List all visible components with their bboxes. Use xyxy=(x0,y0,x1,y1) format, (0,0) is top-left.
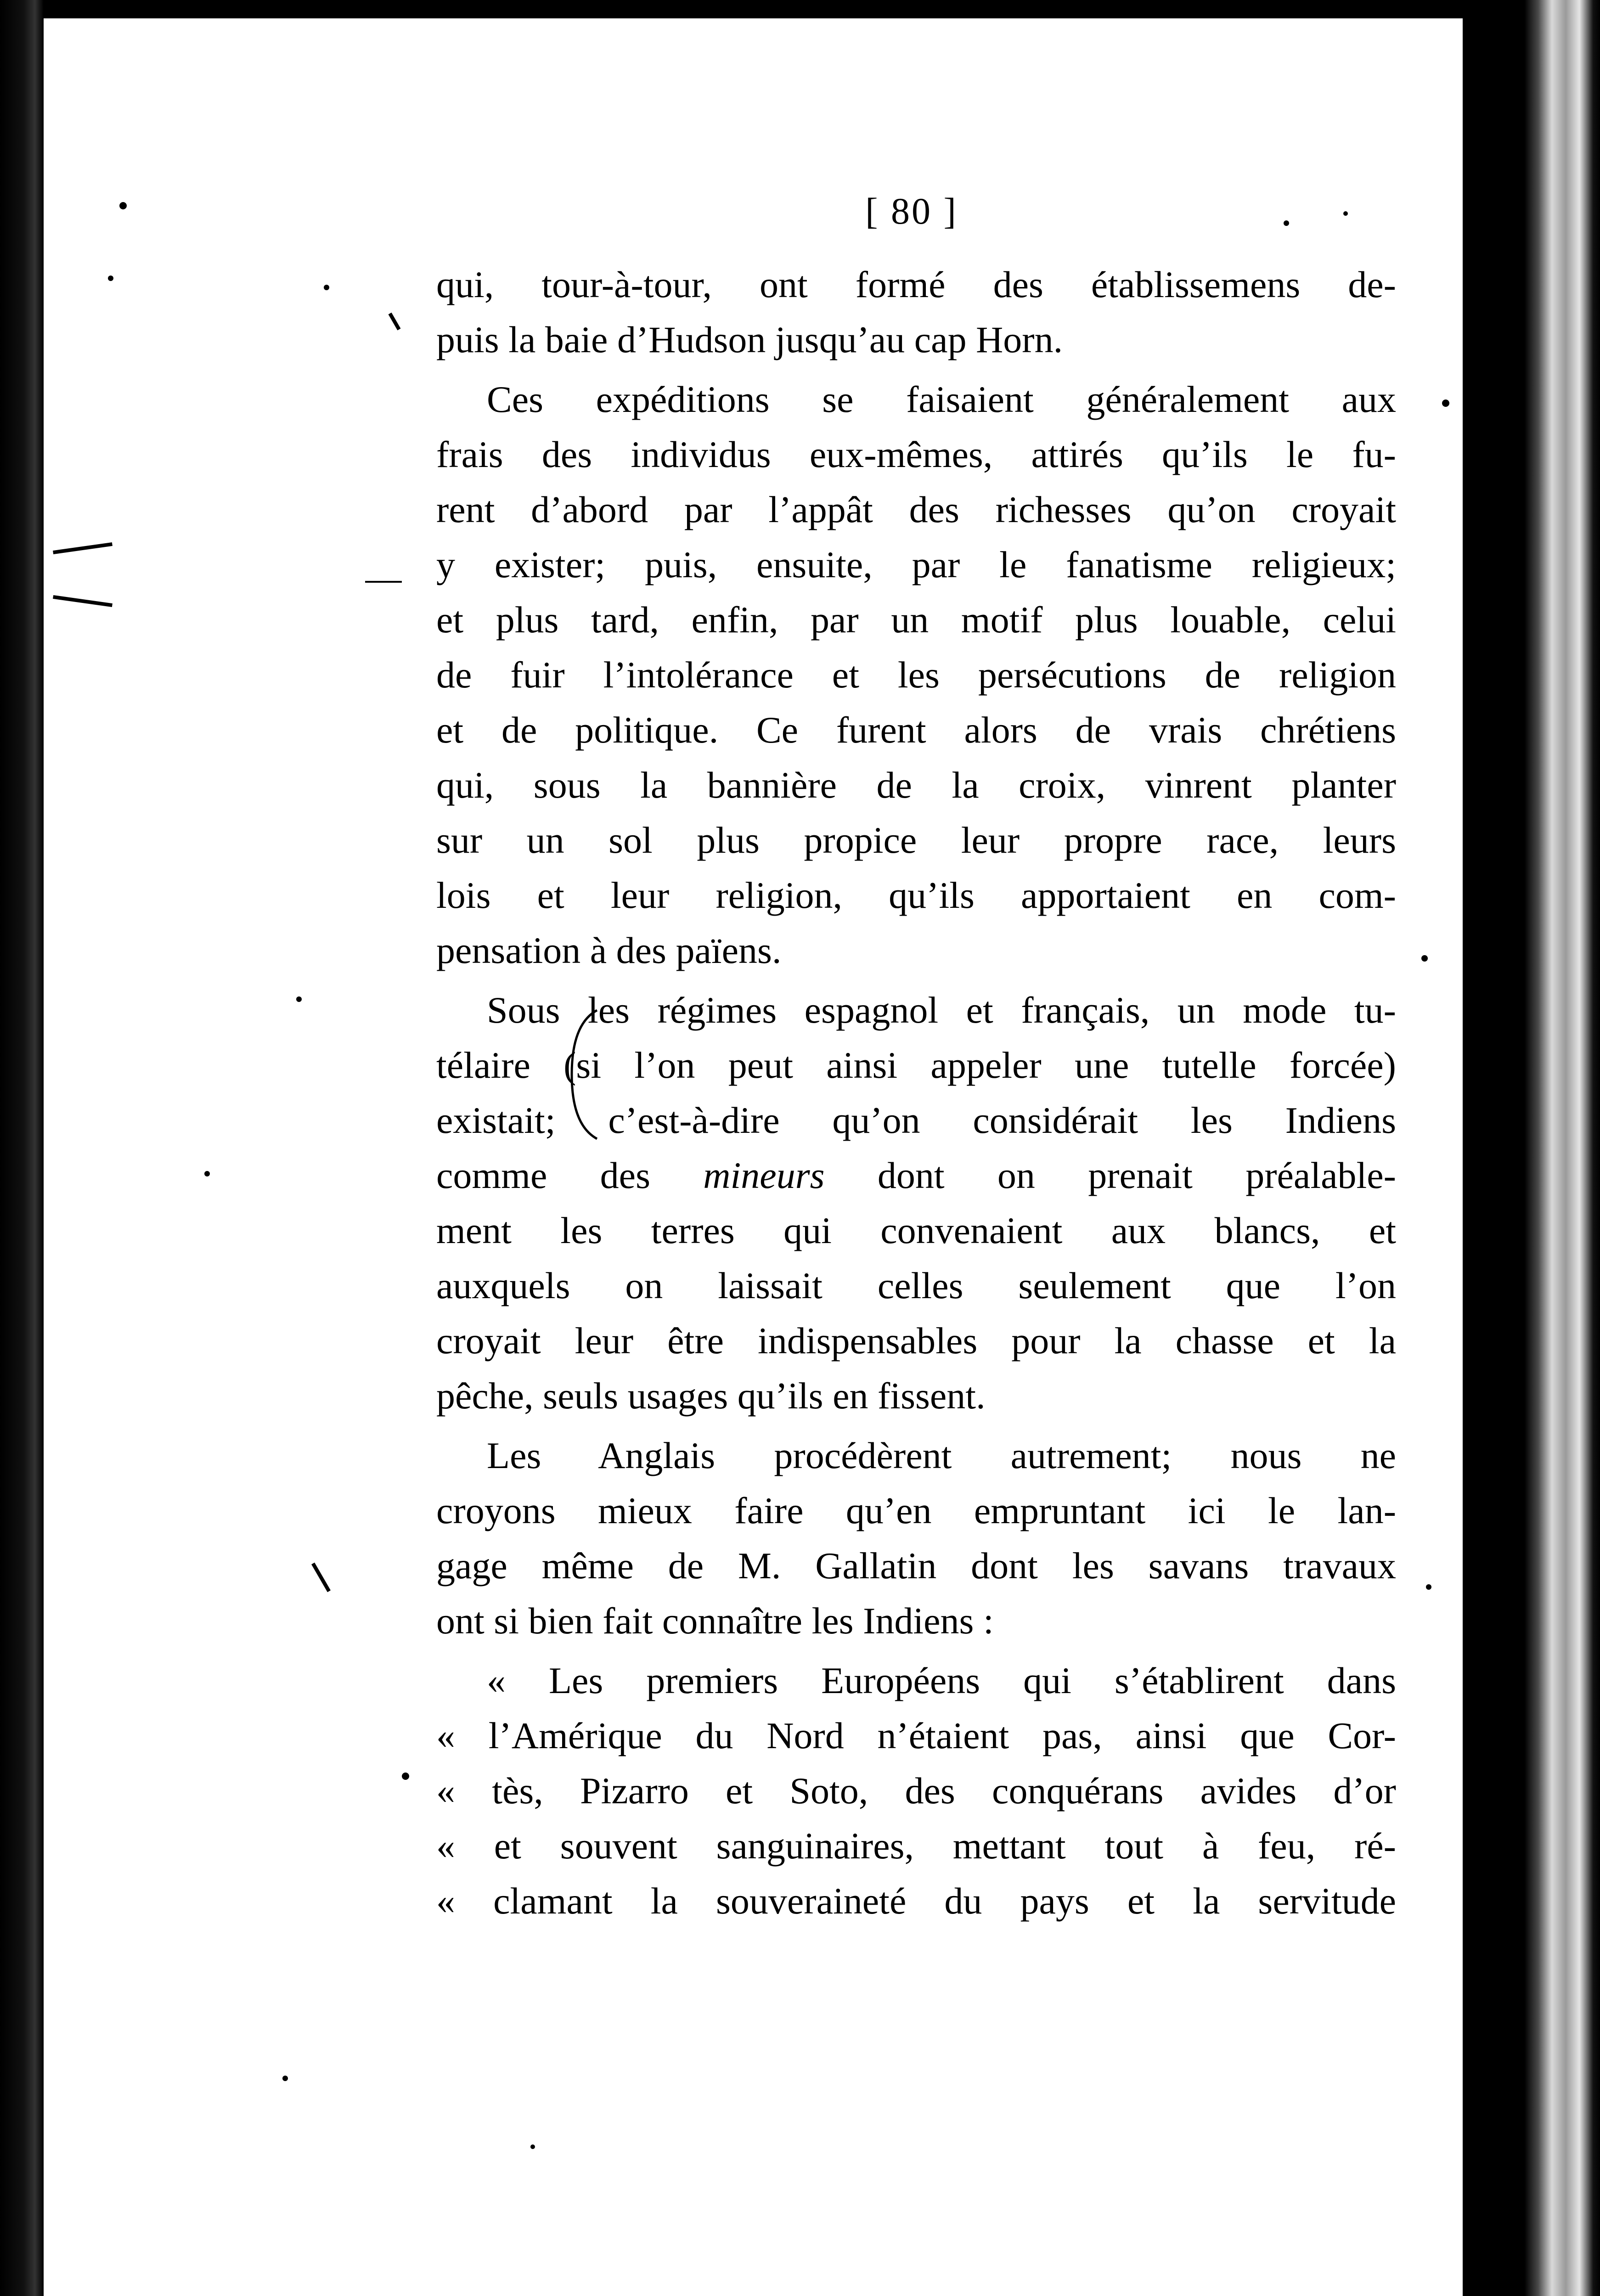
text-line: qui, sous la bannière de la croix, vinrent planter xyxy=(436,764,1396,806)
text-line: puis la baie d’Hudson jusqu’au cap Horn. xyxy=(436,319,1063,360)
margin-mark xyxy=(311,1563,331,1593)
text-line: auxquels on laissait celles seulement que l’on xyxy=(436,1265,1396,1306)
paragraph xyxy=(436,1428,1396,1649)
scan-speck xyxy=(1426,1584,1431,1590)
margin-mark xyxy=(365,581,402,583)
scan-speck xyxy=(402,1773,409,1780)
right-page-edge xyxy=(1463,0,1600,2296)
text-line: croyons mieux faire qu’en empruntant ici le lan- xyxy=(436,1490,1396,1531)
text-line: y exister; puis, ensuite, par le fanatisme religieux; xyxy=(436,544,1396,585)
text-line: « Les premiers Européens qui s’établirent dans xyxy=(487,1660,1396,1701)
margin-mark xyxy=(389,313,401,331)
italic-word: mineurs xyxy=(703,1154,825,1196)
text-line: « l’Amérique du Nord n’étaient pas, ainsi que Cor- xyxy=(436,1715,1396,1756)
scan-speck xyxy=(204,1171,210,1176)
paragraph xyxy=(436,257,1396,367)
text-line: sur un sol plus propice leur propre race, leurs xyxy=(436,819,1396,861)
scan-speck xyxy=(1421,955,1428,962)
paragraph xyxy=(436,1653,1396,1929)
margin-mark xyxy=(53,595,113,607)
scan-speck xyxy=(282,2076,288,2081)
scan-speck xyxy=(1284,220,1289,226)
text-line: « et souvent sanguinaires, mettant tout à feu, ré- xyxy=(436,1825,1396,1867)
scan-speck xyxy=(530,2144,535,2149)
text-line: et de politique. Ce furent alors de vrais chrétiens xyxy=(436,709,1396,751)
text-line: existait; c’est-à-dire qu’on considérait les Indiens xyxy=(436,1099,1396,1141)
text-line: qui, tour-à-tour, ont formé des établissemens de- xyxy=(436,264,1396,305)
text-line: lois et leur religion, qu’ils apportaient en com- xyxy=(436,874,1396,916)
text-line: télaire (si l’on peut ainsi appeler une tutelle forcée) xyxy=(436,1044,1396,1086)
page-text xyxy=(436,257,1396,1929)
left-scan-border xyxy=(0,0,44,2296)
paragraph xyxy=(436,372,1396,978)
scan-speck xyxy=(1343,211,1348,216)
text-line: Sous les régimes espagnol et français, un mode tu- xyxy=(487,989,1396,1031)
margin-mark xyxy=(53,542,113,554)
text-line: rent d’abord par l’appât des richesses qu’on croyait xyxy=(436,489,1396,530)
scan-speck xyxy=(108,276,113,281)
scan-speck xyxy=(296,996,302,1002)
text-line xyxy=(436,1148,1396,1203)
text-line: ment les terres qui convenaient aux blancs, et xyxy=(436,1210,1396,1251)
paragraph xyxy=(436,983,1396,1424)
text-line: ont si bien fait connaître les Indiens : xyxy=(436,1600,994,1642)
text-fragment: dont on prenait préalable- xyxy=(824,1154,1396,1196)
text-line: Les Anglais procédèrent autrement; nous ne xyxy=(487,1435,1396,1476)
text-line: frais des individus eux-mêmes, attirés qu’ils le fu- xyxy=(436,433,1396,475)
text-line: « tès, Pizarro et Soto, des conquérans avides d’or xyxy=(436,1770,1396,1812)
text-line: pensation à des païens. xyxy=(436,929,782,971)
text-fragment: comme des xyxy=(436,1154,704,1196)
text-line: Ces expéditions se faisaient généralement aux xyxy=(487,378,1396,420)
text-line: de fuir l’intolérance et les persécutions de religion xyxy=(436,654,1396,696)
text-line: « clamant la souveraineté du pays et la servitude xyxy=(436,1880,1396,1922)
page-number: [ 80 ] xyxy=(865,190,958,232)
scan-speck xyxy=(119,202,127,209)
text-line: gage même de M. Gallatin dont les savans travaux xyxy=(436,1545,1396,1587)
scan-speck xyxy=(324,285,329,290)
text-line: pêche, seuls usages qu’ils en fissent. xyxy=(436,1375,986,1417)
text-line: et plus tard, enfin, par un motif plus louable, celui xyxy=(436,599,1396,641)
scan-speck xyxy=(1442,400,1449,407)
text-line: croyait leur être indispensables pour la chasse et la xyxy=(436,1320,1396,1362)
